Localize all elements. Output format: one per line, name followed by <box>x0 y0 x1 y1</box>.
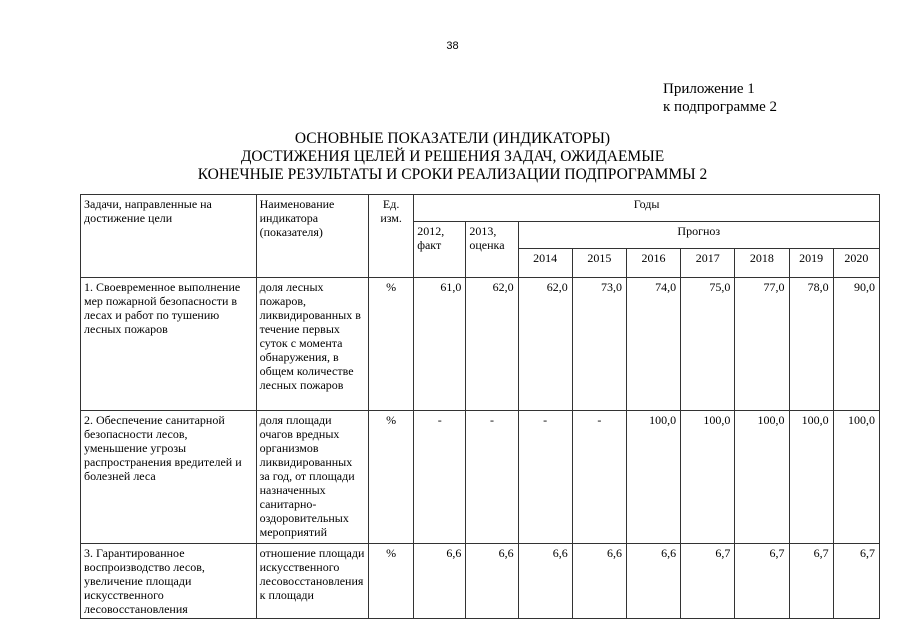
header-tasks: Задачи, направленные на достижение цели <box>81 195 257 278</box>
indicator-cell: доля площади очагов вредных организмов ликвидированных за год, от площади назначенных санитарно-оздоровительных мероприятий <box>256 411 368 544</box>
value-cell: 6,7 <box>735 544 789 619</box>
header-year-2016: 2016 <box>626 249 680 278</box>
header-year-2018: 2018 <box>735 249 789 278</box>
value-cell: 62,0 <box>466 278 518 411</box>
task-cell: 3. Гарантированное воспроизводство лесов, увеличение площади искусственного лесовосстановления <box>81 544 257 619</box>
header-unit: Ед. изм. <box>369 195 414 278</box>
appendix-note <box>663 80 777 116</box>
title-line-3: КОНЕЧНЫЕ РЕЗУЛЬТАТЫ И СРОКИ РЕАЛИЗАЦИИ ПОДПРОГРАММЫ 2 <box>197 166 708 183</box>
value-cell: 62,0 <box>518 278 572 411</box>
indicators-table <box>80 194 880 619</box>
value-cell: 75,0 <box>681 278 735 411</box>
appendix-line-1: Приложение 1 <box>663 81 755 97</box>
unit-cell: % <box>369 278 414 411</box>
header-indicator: Наименование индикатора (показателя) <box>256 195 368 278</box>
value-cell: - <box>466 411 518 544</box>
value-cell: 90,0 <box>833 278 879 411</box>
header-year-2020: 2020 <box>833 249 879 278</box>
value-cell: - <box>414 411 466 544</box>
value-cell: 100,0 <box>735 411 789 544</box>
header-years: Годы <box>414 195 880 222</box>
value-cell: 100,0 <box>681 411 735 544</box>
value-cell: 78,0 <box>789 278 833 411</box>
value-cell: 6,6 <box>414 544 466 619</box>
header-2012: 2012, факт <box>414 222 466 278</box>
value-cell: 73,0 <box>572 278 626 411</box>
task-cell: 1. Своевременное выполнение мер пожарной безопасности в лесах и работ по тушению лесных пожаров <box>81 278 257 411</box>
value-cell: 6,6 <box>466 544 518 619</box>
title-line-2: ДОСТИЖЕНИЯ ЦЕЛЕЙ И РЕШЕНИЯ ЗАДАЧ, ОЖИДАЕМЫЕ <box>240 148 665 165</box>
header-year-2015: 2015 <box>572 249 626 278</box>
value-cell: 6,7 <box>681 544 735 619</box>
table-row <box>81 411 880 544</box>
value-cell: 100,0 <box>626 411 680 544</box>
task-cell: 2. Обеспечение санитарной безопасности лесов, уменьшение угрозы распространения вредителей и болезней леса <box>81 411 257 544</box>
value-cell: 100,0 <box>789 411 833 544</box>
value-cell: - <box>572 411 626 544</box>
header-year-2017: 2017 <box>681 249 735 278</box>
table-header-row-1 <box>81 195 880 222</box>
indicator-cell: отношение площади искусственного лесовосстановления к площади <box>256 544 368 619</box>
value-cell: 77,0 <box>735 278 789 411</box>
table-row <box>81 544 880 619</box>
header-forecast: Прогноз <box>518 222 879 249</box>
unit-cell: % <box>369 411 414 544</box>
value-cell: 100,0 <box>833 411 879 544</box>
table-row <box>81 278 880 411</box>
value-cell: 6,6 <box>626 544 680 619</box>
value-cell: 61,0 <box>414 278 466 411</box>
value-cell: 74,0 <box>626 278 680 411</box>
header-year-2019: 2019 <box>789 249 833 278</box>
appendix-line-2: к подпрограмме 2 <box>663 99 777 115</box>
value-cell: 6,7 <box>833 544 879 619</box>
value-cell: 6,6 <box>572 544 626 619</box>
document-title <box>0 130 905 184</box>
value-cell: - <box>518 411 572 544</box>
indicator-cell: доля лесных пожаров, ликвидированных в течение первых суток с момента обнаружения, в общем количестве лесных пожаров <box>256 278 368 411</box>
title-line-1: ОСНОВНЫЕ ПОКАЗАТЕЛИ (ИНДИКАТОРЫ) <box>294 130 611 147</box>
unit-cell: % <box>369 544 414 619</box>
page-number: 38 <box>446 40 459 52</box>
header-year-2014: 2014 <box>518 249 572 278</box>
value-cell: 6,6 <box>518 544 572 619</box>
value-cell: 6,7 <box>789 544 833 619</box>
header-2013: 2013, оценка <box>466 222 518 278</box>
